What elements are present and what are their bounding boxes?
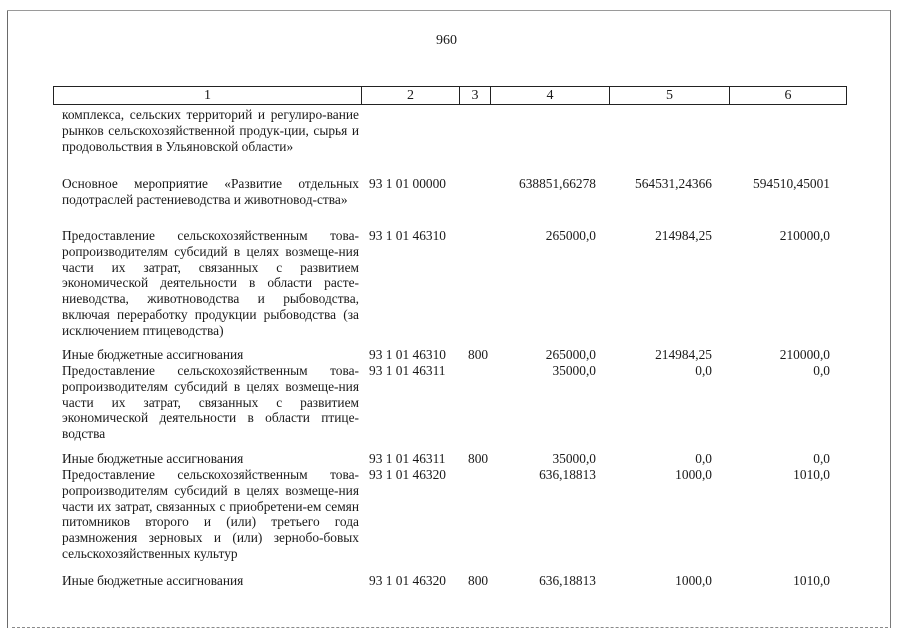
row-code: 93 1 01 00000 [369, 176, 446, 191]
row-value-col5: 214984,25 [655, 347, 712, 362]
row-code: 93 1 01 46310 [369, 347, 446, 362]
row-description: Предоставление сельскохозяйственным това-ропроизводителям субсидий в целях возмеще-ния части их затрат, связанных с развитием экономической деятельности в области птице-водства [62, 363, 359, 442]
row-expense-type: 800 [468, 347, 489, 362]
header-col-6: 6 [784, 88, 792, 103]
row-value-col4: 638851,66278 [519, 176, 596, 191]
row-description: Иные бюджетные ассигнования [62, 573, 244, 588]
page-bottom-edge [12, 627, 888, 628]
row-value-col4: 35000,0 [552, 363, 596, 378]
page-frame-right [890, 10, 891, 628]
row-value-col5: 564531,24366 [635, 176, 712, 191]
row-value-col5: 214984,25 [655, 228, 712, 243]
row-value-col6: 0,0 [813, 451, 830, 466]
row-expense-type: 800 [468, 451, 489, 466]
row-value-col6: 1010,0 [793, 573, 830, 588]
row-description: Иные бюджетные ассигнования [62, 347, 244, 362]
row-value-col4: 35000,0 [552, 451, 596, 466]
row-code: 93 1 01 46320 [369, 573, 446, 588]
row-value-col4: 636,18813 [539, 467, 596, 482]
row-value-col5: 0,0 [695, 451, 712, 466]
header-col-3: 3 [460, 87, 491, 104]
row-description: комплекса, сельских территорий и регулиро-вание рынков сельскохозяйственной продук-ции, сырья и продовольствия в Ульяновской области» [62, 107, 359, 154]
row-description: Основное мероприятие «Развитие отдельных подотраслей растениеводства и животновод-ства» [62, 176, 359, 207]
row-value-col5: 1000,0 [675, 573, 712, 588]
row-description: Предоставление сельскохозяйственным това-ропроизводителям субсидий в целях возмеще-ния части их затрат, связанных с развитием экономической деятельности в области расте-ниеводства, животноводства и рыбоводства, включая переработку продукции рыбоводства (за исключением птицеводства) [62, 228, 359, 338]
row-code: 93 1 01 46310 [369, 228, 446, 243]
row-code: 93 1 01 46311 [369, 363, 446, 378]
row-value-col6: 594510,45001 [753, 176, 830, 191]
row-expense-type: 800 [468, 573, 489, 588]
row-value-col4: 636,18813 [539, 573, 596, 588]
page-frame-top [7, 10, 891, 11]
row-value-col6: 1010,0 [793, 467, 830, 482]
row-description: Иные бюджетные ассигнования [62, 451, 244, 466]
row-code: 93 1 01 46311 [369, 451, 446, 466]
header-col-2: 2 [362, 87, 460, 104]
row-description: Предоставление сельскохозяйственным това-ропроизводителям субсидий в целях возмеще-ния части их затрат, связанных с приобретени-ем семян питомников второго и (или) третьего года размножения зерновых и (или) зернобо-бовых сельскохозяйственных культур [62, 467, 359, 561]
row-value-col5: 1000,0 [675, 467, 712, 482]
row-value-col6: 210000,0 [779, 228, 830, 243]
header-col-4: 4 [491, 87, 610, 104]
header-col-1: 1 [54, 87, 362, 104]
row-value-col4: 265000,0 [545, 228, 596, 243]
row-code: 93 1 01 46320 [369, 467, 446, 482]
page-number: 960 [436, 33, 457, 48]
row-value-col6: 0,0 [813, 363, 830, 378]
table-header [53, 86, 847, 105]
row-value-col4: 265000,0 [545, 347, 596, 362]
page-frame-left [7, 10, 8, 628]
row-value-col6: 210000,0 [779, 347, 830, 362]
row-value-col5: 0,0 [695, 363, 712, 378]
header-col-5: 5 [610, 87, 730, 104]
